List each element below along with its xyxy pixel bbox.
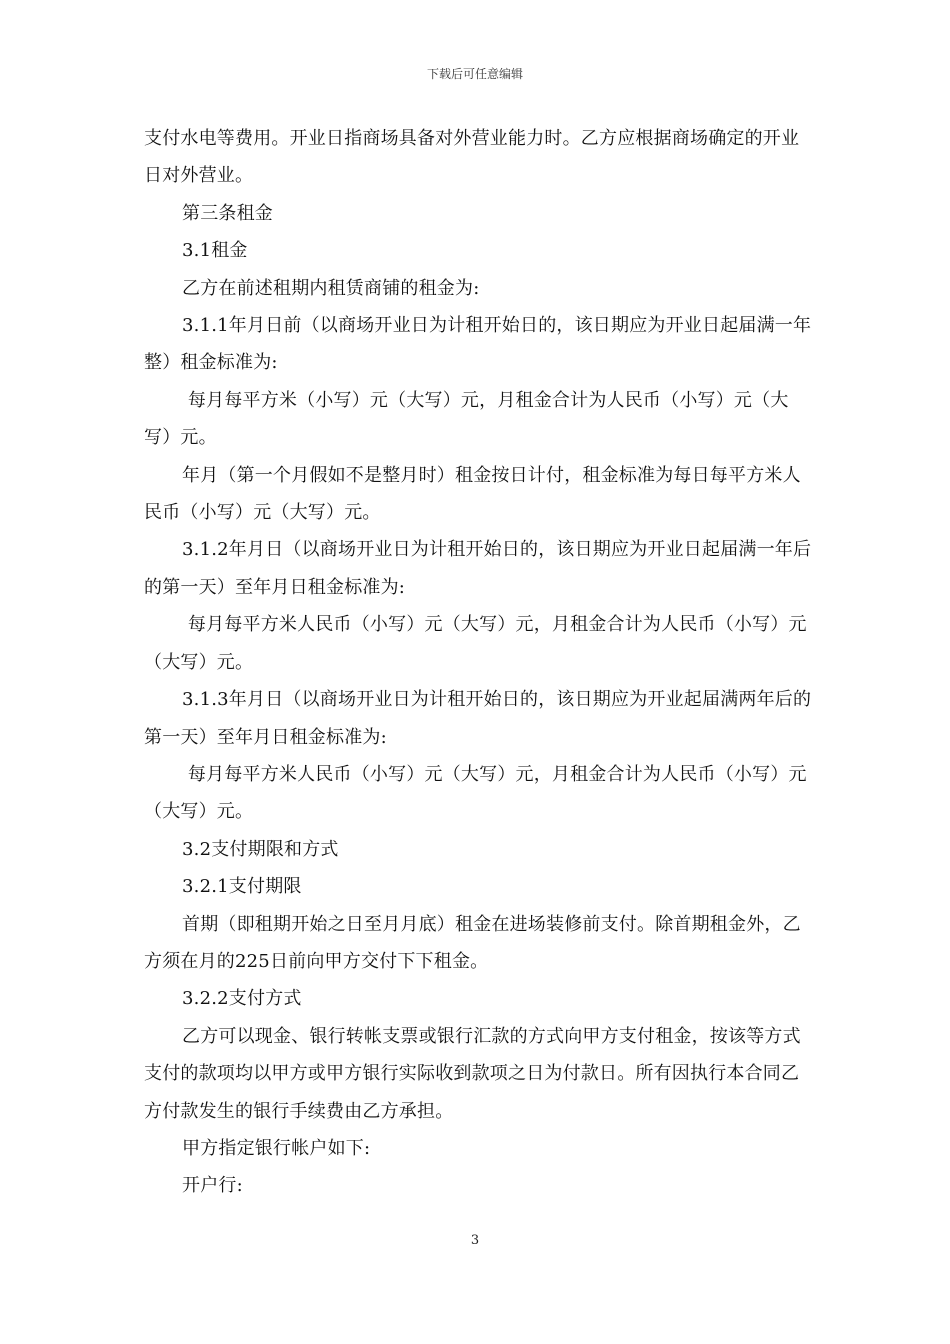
section-heading: 第三条租金 (182, 202, 273, 224)
page-header: 下载后可任意编辑 (426, 67, 523, 81)
paragraph: 支付水电等费用。开业日指商场具备对外营业能力时。乙方应根据商场确定的开业日对外营业。 (144, 128, 800, 187)
paragraph: 甲方指定银行帐户如下: (182, 1137, 371, 1159)
paragraph: 每月每平方米人民币（小写）元（大写）元，月租金合计为人民币（小写）元（大写）元。 (144, 614, 807, 673)
paragraph: 乙方在前述租期内租赁商铺的租金为: (182, 277, 480, 299)
clause-item: 3.1.2年月日（以商场开业日为计租开始日的，该日期应为开业日起届满一年后的第一天）至年月日租金标准为: (144, 539, 812, 598)
subsection-heading: 3.1租金 (182, 240, 248, 262)
paragraph: 每月每平方米人民币（小写）元（大写）元，月租金合计为人民币（小写）元（大写）元。 (144, 763, 807, 823)
subsection-heading: 3.2.2支付方式 (182, 988, 302, 1010)
document-body (144, 120, 812, 1205)
paragraph: 首期（即租期开始之日至月月底）租金在进场装修前支付。除首期租金外，乙方须在月的225日前向甲方交付下下租金。 (144, 913, 801, 972)
clause-item: 3.1.3年月日（以商场开业日为计租开始日的，该日期应为开业起届满两年后的第一天）至年月日租金标准为: (144, 689, 812, 748)
subsection-heading: 3.2支付期限和方式 (182, 838, 339, 860)
paragraph: 开户行: (182, 1175, 243, 1197)
paragraph: 乙方可以现金、银行转帐支票或银行汇款的方式向甲方支付租金，按该等方式支付的款项均以甲方或甲方银行实际收到款项之日为付款日。所有因执行本合同乙方付款发生的银行手续费由乙方承担。 (144, 1025, 801, 1122)
clause-item: 3.1.1年月日前（以商场开业日为计租开始日的，该日期应为开业日起届满一年整）租金标准为: (144, 315, 812, 374)
page-number: 3 (470, 1233, 480, 1248)
subsection-heading: 3.2.1支付期限 (182, 876, 302, 898)
paragraph: 年月（第一个月假如不是整月时）租金按日计付，租金标准为每日每平方米人民币（小写）元（大写）元。 (144, 464, 801, 524)
paragraph: 每月每平方米（小写）元（大写）元，月租金合计为人民币（小写）元（大写）元。 (144, 389, 789, 449)
